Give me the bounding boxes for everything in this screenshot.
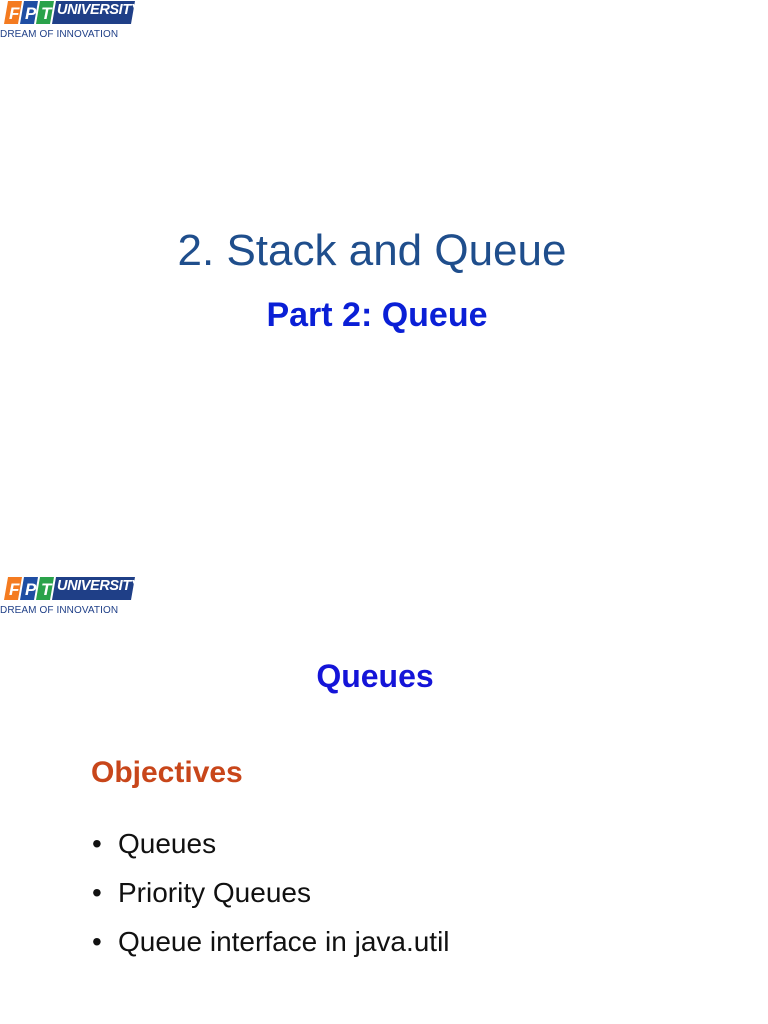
logo-tagline: DREAM OF INNOVATION [0,29,119,40]
objectives-list [90,828,450,975]
logo-tagline: DREAM OF INNOVATION [0,605,119,616]
logo-letter-p: P [25,580,37,599]
list-item [90,877,450,926]
logo-letter-p: P [25,4,37,23]
slide-2 [0,512,768,1024]
logo-letter-f: F [9,4,20,23]
fpt-university-logo [0,576,141,626]
logo-word: UNIVERSITY [57,578,141,594]
logo-letter-t: T [41,580,52,599]
slide-subtitle: Part 2: Queue [266,296,488,334]
list-item [90,926,450,975]
logo-letter-f: F [9,580,20,599]
list-item-text: Queue interface in java.util [118,926,450,957]
section-heading: Objectives [91,756,243,789]
bullet-icon: • [92,828,102,859]
logo-letter-t: T [41,4,52,23]
list-item-text: Queues [118,828,217,859]
slide-title: 2. Stack and Queue [177,226,567,275]
logo-word: UNIVERSITY [57,2,141,18]
fpt-university-logo [0,0,141,50]
bullet-icon: • [92,926,102,957]
list-item [90,828,450,877]
list-item-text: Priority Queues [118,877,311,908]
slide-title: Queues [316,658,434,694]
bullet-icon: • [92,877,102,908]
